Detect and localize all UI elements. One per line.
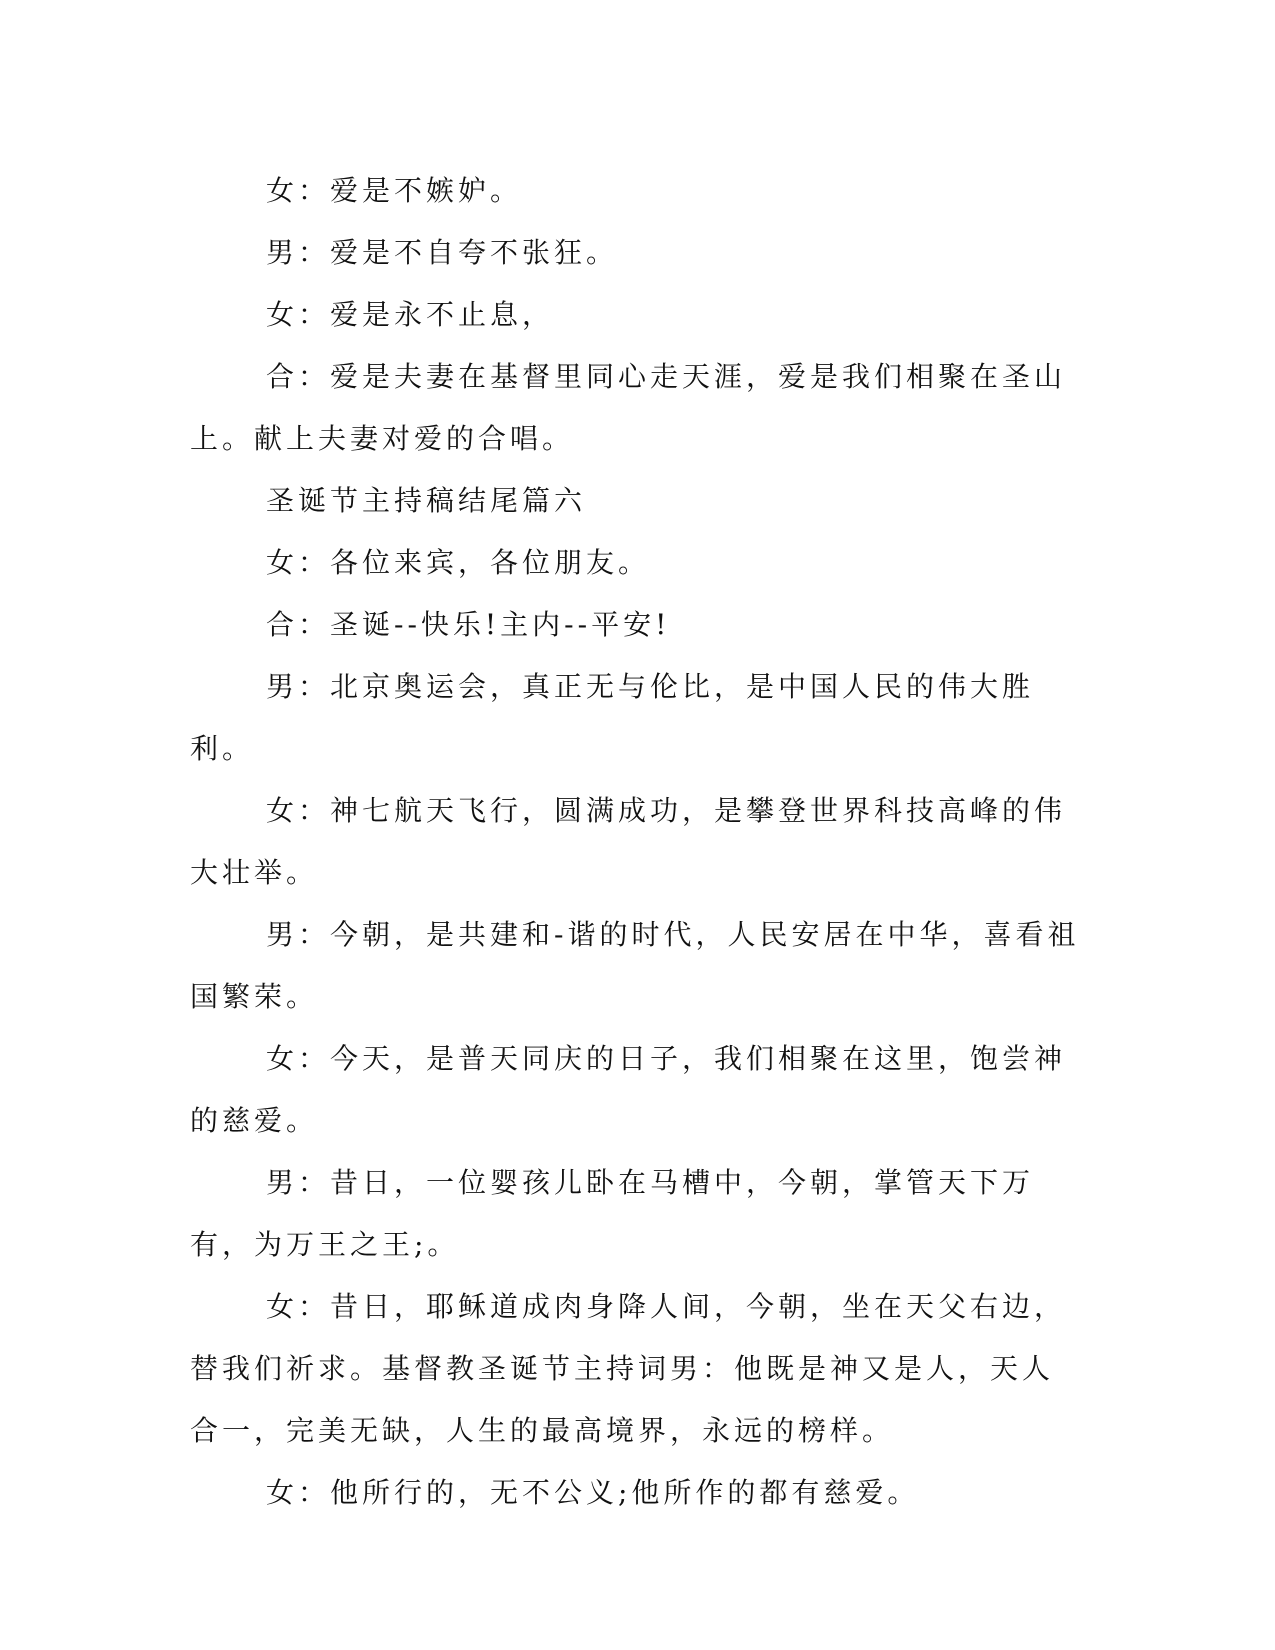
document-body (190, 160, 1080, 1524)
paragraph-2: 男：爱是不自夸不张狂。 (266, 236, 619, 269)
paragraph-10: 男：今朝，是共建和-谐的时代，人民安居在中华，喜看祖国繁荣。 (190, 918, 1080, 1013)
paragraph-7: 合：圣诞--快乐!主内--平安! (266, 608, 671, 641)
paragraph-14: 女：他所行的，无不公义;他所作的都有慈爱。 (266, 1476, 920, 1509)
paragraph-4: 合：爱是夫妻在基督里同心走天涯，爱是我们相聚在圣山上。献上夫妻对爱的合唱。 (190, 360, 1067, 455)
section-heading: 圣诞节主持稿结尾篇六 (266, 484, 587, 517)
paragraph-11: 女：今天，是普天同庆的日子，我们相聚在这里，饱尝神的慈爱。 (190, 1042, 1067, 1137)
paragraph-12: 男：昔日，一位婴孩儿卧在马槽中，今朝，掌管天下万有，为万王之王;。 (190, 1166, 1035, 1261)
paragraph-3: 女：爱是永不止息， (266, 298, 555, 331)
paragraph-8: 男：北京奥运会，真正无与伦比，是中国人民的伟大胜利。 (190, 670, 1035, 765)
paragraph-13: 女：昔日，耶稣道成肉身降人间，今朝，坐在天父右边，替我们祈求。基督教圣诞节主持词男：他既是神又是人，天人合一，完美无缺，人生的最高境界，永远的榜样。 (190, 1290, 1067, 1447)
paragraph-1: 女：爱是不嫉妒。 (266, 174, 523, 207)
paragraph-9: 女：神七航天飞行，圆满成功，是攀登世界科技高峰的伟大壮举。 (190, 794, 1067, 889)
paragraph-6: 女：各位来宾，各位朋友。 (266, 546, 651, 579)
